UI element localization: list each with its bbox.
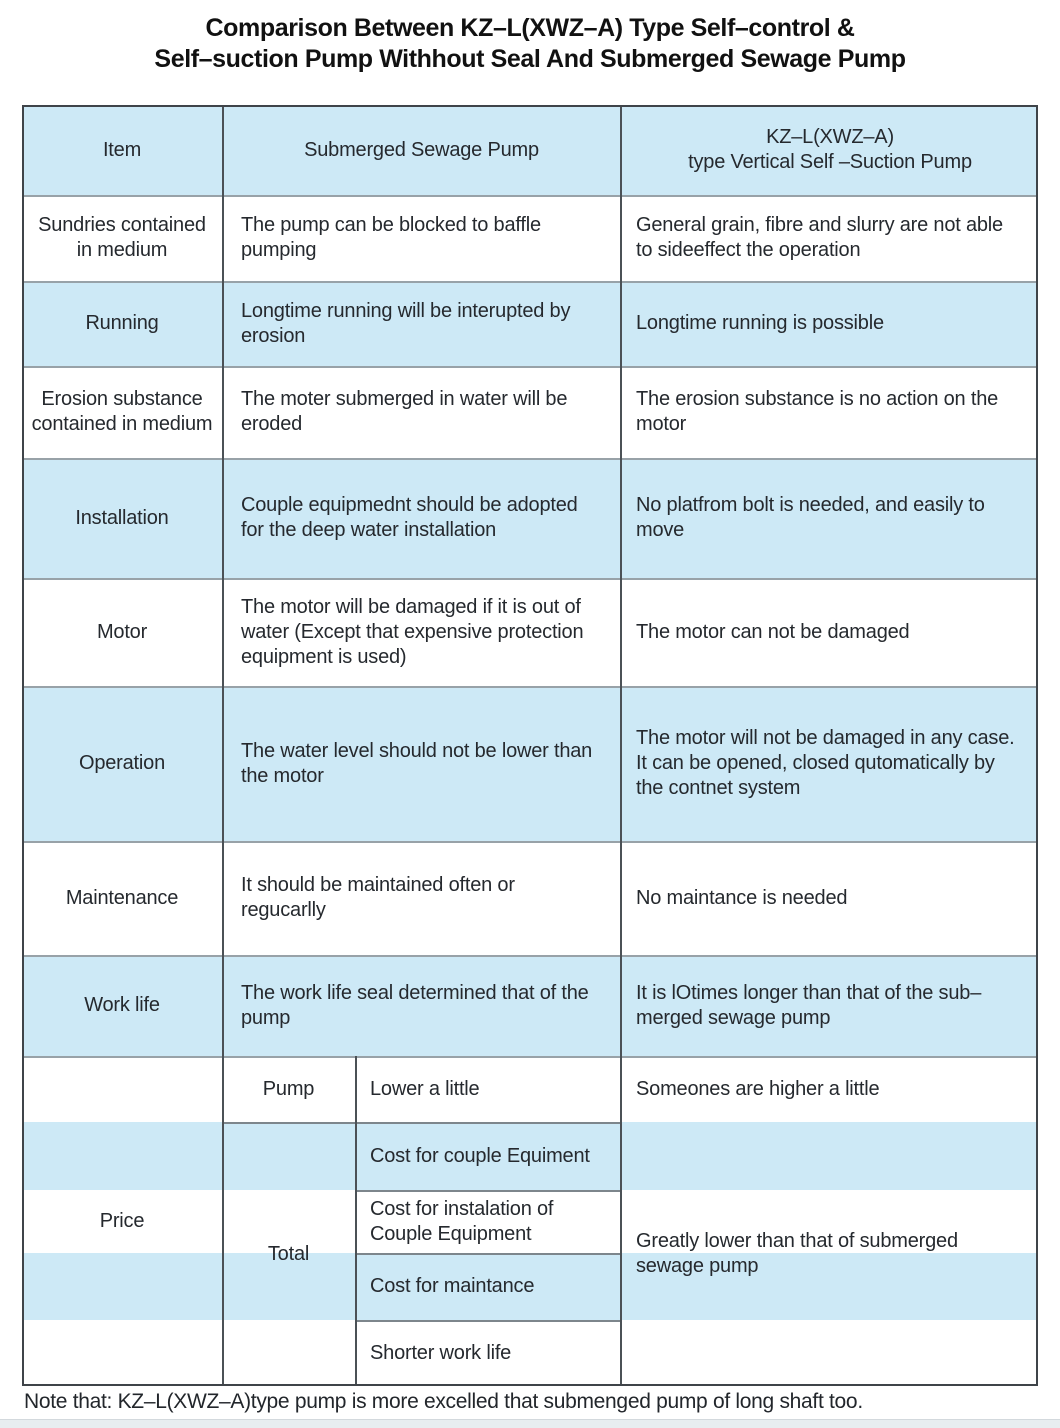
- cell-installation-item: Installation: [75, 506, 169, 529]
- cell-operation-submerged: The water level should not be lower than the motor: [241, 739, 593, 787]
- page-title-line2: Self–suction Pump Withhout Seal And Submerged Sewage Pump: [154, 45, 906, 73]
- grid-vline: [620, 105, 622, 1386]
- header-kzl-pump: [620, 105, 1038, 195]
- cell-cost-maintance: Cost for maintance: [370, 1275, 535, 1297]
- comparison-table: [22, 105, 1038, 1386]
- cell-cost-installation: Cost for instalation of Couple Equipment: [370, 1197, 554, 1245]
- cell-erosion-submerged: The moter submerged in water will be eroded: [241, 388, 568, 435]
- page-title: [0, 13, 1060, 75]
- grid-hline: [22, 458, 1038, 460]
- cell-operation-item: Operation: [78, 752, 166, 774]
- grid-hline: [22, 281, 1038, 283]
- cell-motor-item: Motor: [96, 620, 148, 643]
- cell-operation-kzl: The motor will not be damaged in any case. It can be opened, closed qutomatically by the contnet system: [636, 727, 1015, 799]
- bottom-strip: [0, 1419, 1060, 1428]
- grid-hline: [355, 1253, 620, 1255]
- cell-price-pump-kzl: Someones are higher a little: [636, 1077, 880, 1100]
- cell-sundries-submerged: The pump can be blocked to baffle pumping: [241, 214, 541, 261]
- cell-sundries-item: Sundries contained in medium: [38, 214, 206, 261]
- cell-running-item: Running: [85, 312, 159, 334]
- grid-hline: [22, 841, 1038, 843]
- cell-installation-submerged: Couple equipmednt should be adopted for the deep water installation: [241, 494, 578, 541]
- cell-worklife-submerged: The work life seal determined that of the pump: [241, 981, 589, 1029]
- cell-erosion-item: Erosion substance contained in medium: [31, 388, 213, 435]
- grid-hline: [22, 195, 1038, 197]
- cell-price-pump-label: Pump: [262, 1077, 315, 1100]
- header-item: Item: [102, 138, 142, 161]
- grid-vline: [355, 1056, 357, 1386]
- cell-maintenance-item: Maintenance: [65, 886, 179, 909]
- cell-shorter-work-life: Shorter work life: [370, 1341, 512, 1364]
- cell-motor-submerged: The motor will be damaged if it is out of water (Except that expensive protection equipment is used): [241, 595, 584, 668]
- grid-vline: [222, 105, 224, 1386]
- cell-sundries-kzl: General grain, fibre and slurry are not able to sideeffect the operation: [636, 214, 1003, 261]
- cell-price-total-kzl: Greatly lower than that of submerged sewage pump: [636, 1230, 958, 1277]
- cell-price-pump-submerged: Lower a little: [370, 1077, 480, 1100]
- cell-running-kzl: Longtime running is possible: [636, 312, 884, 334]
- cell-price-item: Price: [99, 1209, 145, 1232]
- grid-hline: [355, 1320, 620, 1322]
- header-kzl-line2: type Vertical Self –Suction Pump: [688, 151, 972, 173]
- cell-maintenance-kzl: No maintance is needed: [636, 886, 848, 909]
- cell-installation-kzl: No platfrom bolt is needed, and easily to move: [636, 494, 985, 541]
- grid-hline: [22, 955, 1038, 957]
- cell-price-total-label: Total: [267, 1242, 310, 1265]
- page-title-line1: Comparison Between KZ–L(XWZ–A) Type Self–control &: [205, 14, 855, 42]
- grid-hline: [22, 1056, 1038, 1058]
- grid-hline: [222, 1122, 620, 1124]
- grid-hline: [22, 686, 1038, 688]
- cell-cost-couple-equipment: Cost for couple Equiment: [370, 1144, 590, 1167]
- cell-worklife-item: Work life: [84, 994, 160, 1016]
- footnote: Note that: KZ–L(XWZ–A)type pump is more excelled that submenged pump of long shaft too.: [24, 1390, 863, 1413]
- grid-hline: [355, 1190, 620, 1192]
- cell-running-submerged: Longtime running will be interupted by erosion: [241, 299, 571, 347]
- cell-motor-kzl: The motor can not be damaged: [636, 620, 910, 643]
- header-kzl-line1: KZ–L(XWZ–A): [766, 126, 894, 148]
- cell-erosion-kzl: The erosion substance is no action on the motor: [636, 388, 999, 435]
- grid-hline: [22, 366, 1038, 368]
- cell-maintenance-submerged: It should be maintained often or regucarlly: [241, 874, 515, 921]
- grid-hline: [22, 578, 1038, 580]
- cell-worklife-kzl: It is lOtimes longer than that of the sub–merged sewage pump: [636, 981, 982, 1029]
- header-submerged-pump: Submerged Sewage Pump: [304, 138, 539, 161]
